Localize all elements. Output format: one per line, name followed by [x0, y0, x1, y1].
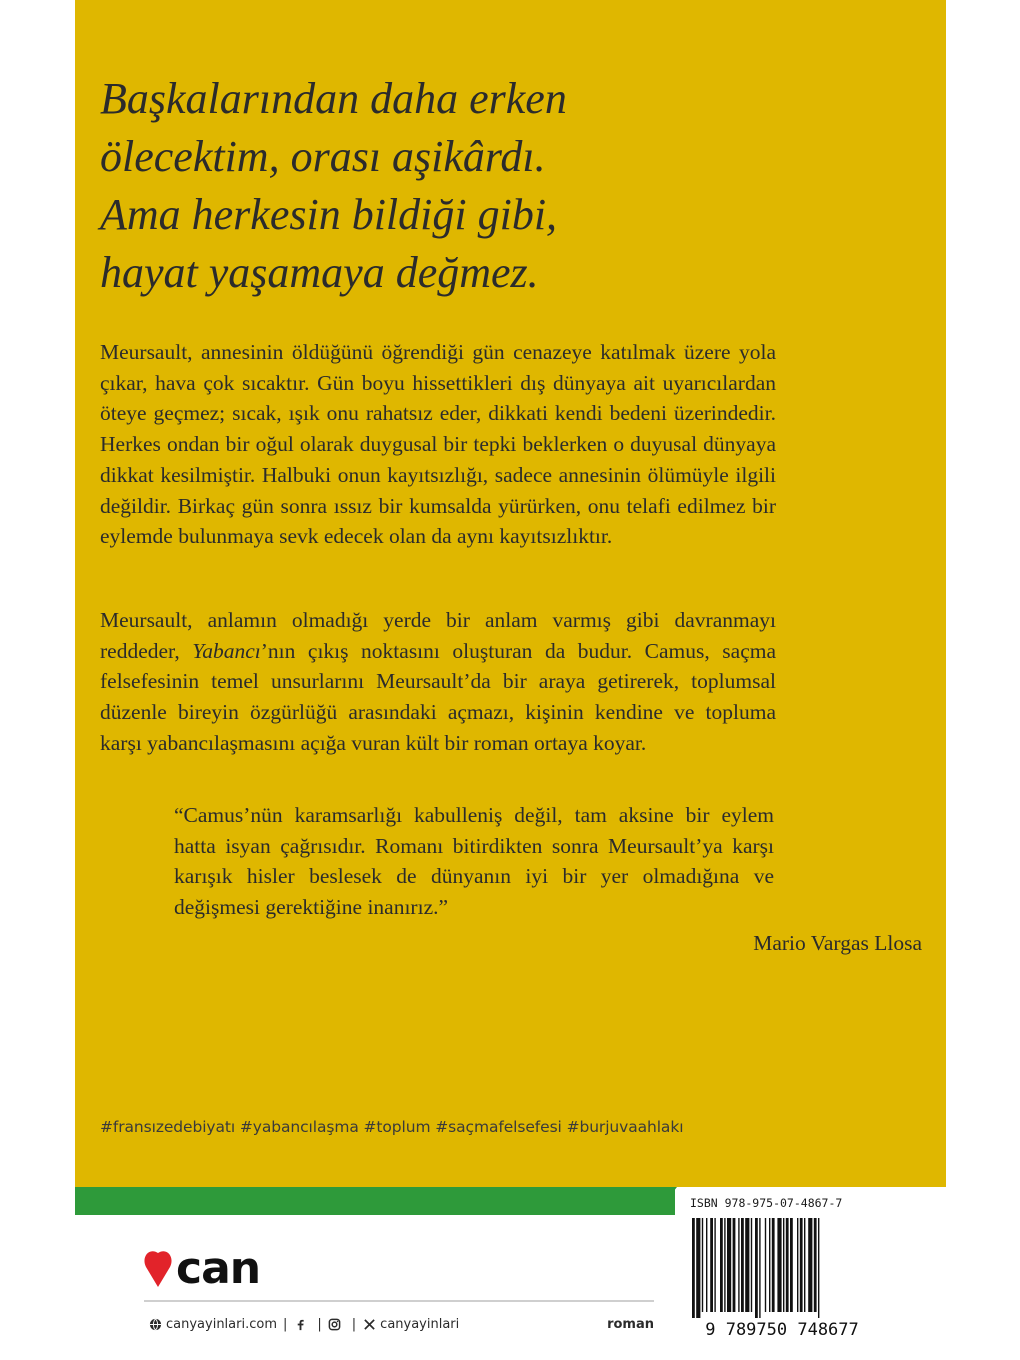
- separator: |: [317, 1316, 322, 1332]
- barcode-bar: [733, 1218, 736, 1312]
- x-icon[interactable]: [362, 1317, 376, 1331]
- website-link[interactable]: canyayinlari.com: [166, 1316, 277, 1332]
- synopsis-paragraph-1: Meursault, annesinin öldüğünü öğrendiği gün cenazeye katılmak üzere yola çıkar, hava çok sıcaktır. Gün boyu hissettikleri dış dünyaya ait uyarıcılardan öteye geçmez; sıcak, ışık onu rahatsız eder, dikkati kendi bedeni üzerindedir. Herkes ondan bir oğul olarak duygusal bir tepki beklerken o duyusal dünyaya dikkat kesilmiştir. Halbuki onun kayıtsızlığı, sadece annesinin ölümüyle ilgili değildir. Birkaç gün sonra ıssız bir kumsalda yürürken, onu telafi edilmez bir eylemde bulunmaya sevk edecek olan da aynı kayıtsızlıktır.: [100, 340, 776, 549]
- barcode-bar: [814, 1218, 817, 1312]
- quote-line: hayat yaşamaya değmez.: [100, 248, 539, 297]
- barcode-bar: [702, 1218, 703, 1312]
- barcode-bar: [808, 1218, 812, 1312]
- globe-icon: [148, 1317, 162, 1331]
- barcode-bar: [706, 1218, 707, 1312]
- footer-divider: [144, 1300, 654, 1302]
- instagram-icon[interactable]: [328, 1317, 342, 1331]
- barcode-bar: [720, 1218, 723, 1312]
- facebook-icon[interactable]: [293, 1317, 307, 1331]
- barcode-bar: [727, 1218, 731, 1312]
- paragraph-text: ’nın çıkış noktasını oluşturan da budur. Camus, saçma felsefesinin temel unsurlarını Meursault’da bir araya getirerek, toplumsal düzenle bireyin özgürlüğü arasındaki açmazı, kişinin kendine ve topluma karşı yabancılaşmasını açığa vuran kült bir roman ortaya koyar.: [100, 638, 776, 755]
- synopsis-paragraph-2: [100, 605, 776, 759]
- barcode-bar: [800, 1218, 803, 1312]
- publisher-logo: [144, 1243, 294, 1293]
- quote-line: Ama herkesin bildiği gibi,: [100, 190, 558, 239]
- barcode-bar: [777, 1218, 781, 1312]
- cover-quote: [100, 70, 820, 302]
- isbn-barcode: [688, 1214, 876, 1338]
- green-band-corner: [655, 1187, 677, 1215]
- barcode-bar: [804, 1218, 805, 1312]
- quote-line: ölecektim, orası aşikârdı.: [100, 132, 546, 181]
- barcode-bars: [692, 1218, 819, 1318]
- publisher-footer: [148, 1313, 654, 1335]
- barcode-bar: [797, 1218, 798, 1312]
- barcode-bar: [738, 1218, 739, 1312]
- separator: |: [283, 1316, 288, 1332]
- separator: |: [351, 1316, 357, 1332]
- barcode-bar: [692, 1218, 695, 1318]
- quote-line: Başkalarından daha erken: [100, 74, 567, 123]
- barcode-digits: 9 789750 748677: [705, 1320, 859, 1338]
- barcode-bar: [786, 1218, 789, 1312]
- barcode-bar: [818, 1218, 819, 1318]
- book-title: Yabancı: [192, 638, 261, 663]
- hashtags: #fransızedebiyatı #yabancılaşma #toplum #saçmafelsefesi #burjuvaahlakı: [100, 1118, 684, 1136]
- barcode-bar: [751, 1218, 752, 1312]
- barcode-bar: [745, 1218, 749, 1312]
- barcode-bar: [741, 1218, 744, 1312]
- green-band: [75, 1187, 675, 1215]
- genre-label: roman: [607, 1316, 654, 1332]
- barcode-bar: [765, 1218, 766, 1312]
- barcode-bar: [696, 1218, 700, 1318]
- logo-text: can: [176, 1243, 261, 1293]
- barcode-bar: [755, 1218, 758, 1318]
- heart-icon: [144, 1251, 171, 1287]
- barcode-bar: [724, 1218, 725, 1312]
- social-handle[interactable]: canyayinlari: [380, 1316, 460, 1332]
- barcode-bar: [714, 1218, 715, 1312]
- barcode-bar: [790, 1218, 793, 1312]
- blurb-author: Mario Vargas Llosa: [753, 931, 922, 955]
- paragraph-text: Meursault, anlamın olmadığı yerde bir anlam varmış gibi davranmayı reddeder,: [100, 608, 776, 663]
- barcode-bar: [772, 1218, 775, 1312]
- barcode-bar: [769, 1218, 770, 1312]
- barcode-bar: [759, 1218, 760, 1318]
- barcode-bar: [710, 1218, 713, 1312]
- barcode-bar: [783, 1218, 784, 1312]
- review-blurb: “Camus’nün karamsarlığı kabulleniş değil, tam aksine bir eylem hatta isyan çağrısıdır. Romanı bitirdikten sonra Meursault’ya karşı karışık hisler beslesek de dünyanın iyi bir yer olmadığına ve değişmesi gerektiğine inanırız.”: [174, 803, 774, 920]
- isbn-label: ISBN 978-975-07-4867-7: [690, 1196, 843, 1210]
